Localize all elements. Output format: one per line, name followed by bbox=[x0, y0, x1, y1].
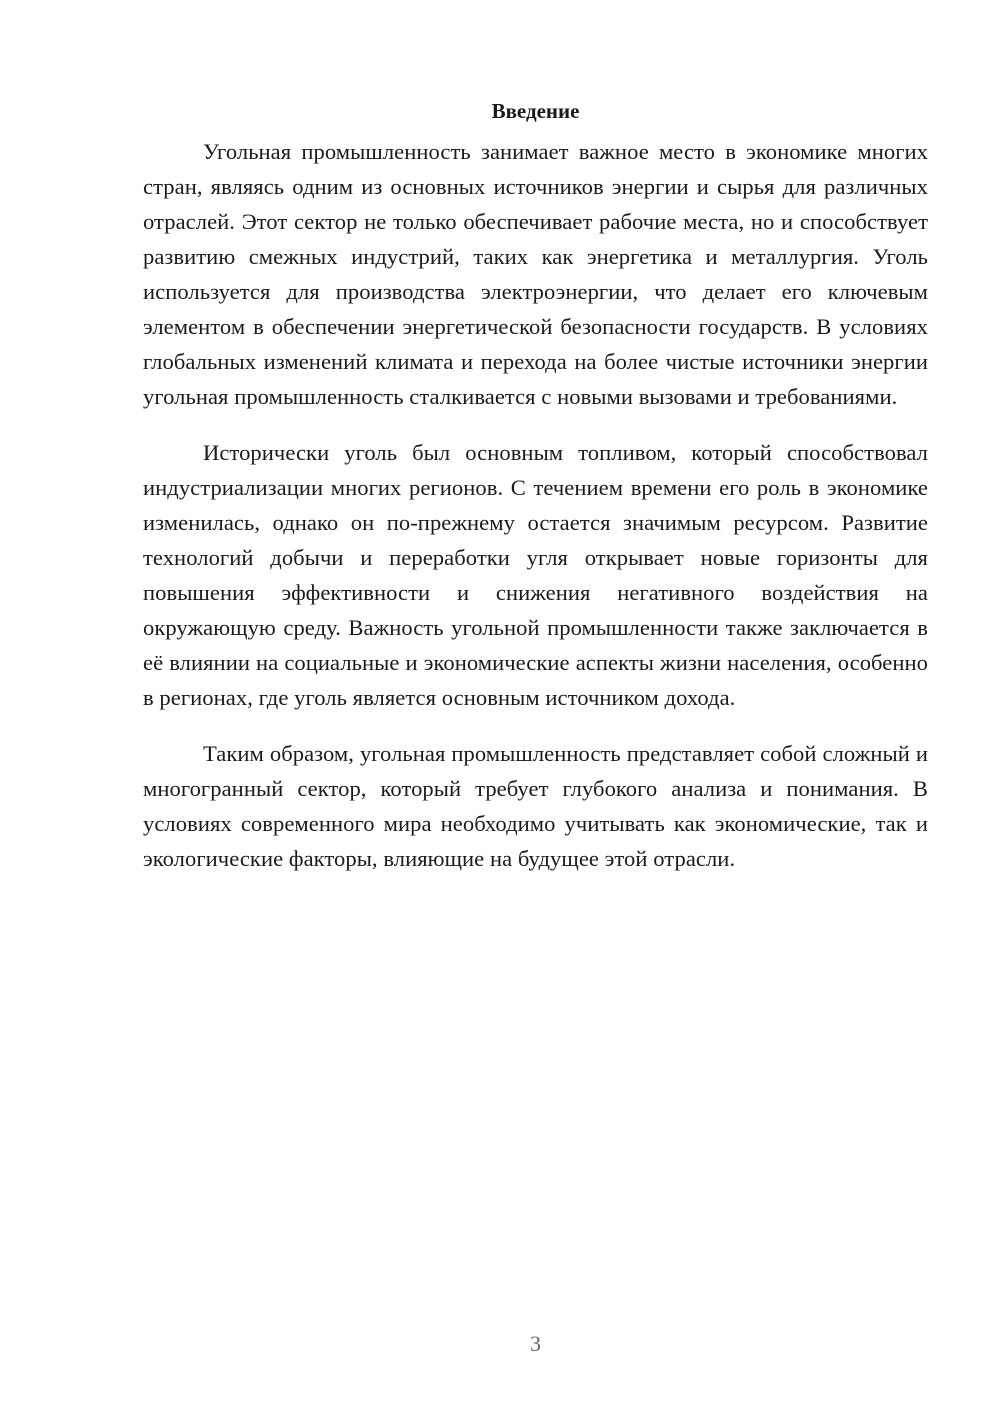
paragraph-3: Таким образом, угольная промышленность представляет собой сложный и многогранный сектор, который требует глубокого анализа и понимания. В условиях современного мира необходимо учитывать как экономические, так и экологические факторы, влияющие на будущее этой отрасли. bbox=[143, 741, 928, 871]
page-content bbox=[143, 96, 928, 897]
page-number: 3 bbox=[530, 1331, 541, 1356]
paragraph-2: Исторически уголь был основным топливом, который способствовал индустриализации многих регионов. С течением времени его роль в экономике изменилась, однако он по-прежнему остается значимым ресурсом. Развитие технологий добычи и переработки угля открывает новые горизонты для повышения эффективности и снижения негативного воздействия на окружающую среду. Важность угольной промышленности также заключается в её влиянии на социальные и экономические аспекты жизни населения, особенно в регионах, где уголь является основным источником дохода. bbox=[143, 440, 928, 710]
section-heading: Введение bbox=[491, 99, 580, 123]
paragraph-1: Угольная промышленность занимает важное место в экономике многих стран, являясь одним из основных источников энергии и сырья для различных отраслей. Этот сектор не только обеспечивает рабочие места, но и способствует развитию смежных индустрий, таких как энергетика и металлургия. Уголь используется для производства электроэнергии, что делает его ключевым элементом в обеспечении энергетической безопасности государств. В условиях глобальных изменений климата и перехода на более чистые источники энергии угольная промышленность сталкивается с новыми вызовами и требованиями. bbox=[143, 139, 928, 409]
